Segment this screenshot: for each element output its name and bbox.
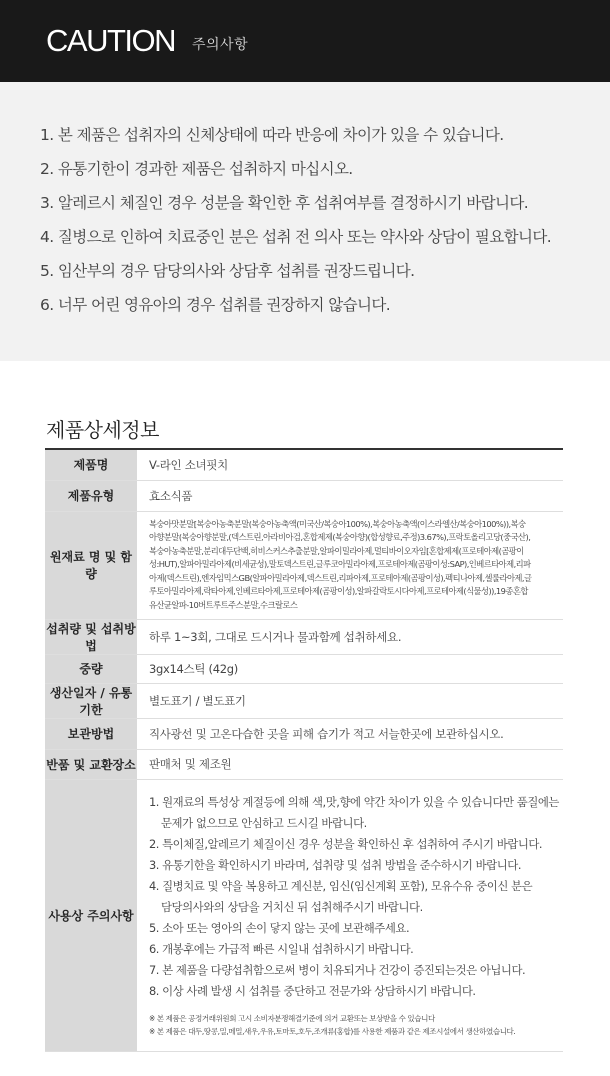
row-label: 보관방법	[45, 718, 137, 749]
ingredients-line: 아향분말(복숭아향분말,(덱스트린,아라비아검,혼합제제(복숭아향)(합성향료,주정)3.67%),프락토올리고당(중국산),	[148, 532, 531, 543]
row-value: 효소식품	[137, 480, 563, 511]
usage-item: 3. 유통기한을 확인하시기 바라며, 섭취량 및 섭취 방법을 준수하시기 바랍니다.	[148, 858, 521, 873]
caution-item: 4. 질병으로 인하여 치료중인 분은 섭취 전 의사 또는 약사와 상담이 필요합니다.	[40, 228, 552, 246]
usage-item: 6. 개봉후에는 가급적 빠른 시일내 섭취하시기 바랍니다.	[148, 942, 414, 957]
ingredients-line: 복숭아맛분말[복숭아농축분말(복숭아농축액(미국산/복숭아100%),복숭아농축액(이스라엘산/복숭아100%)),복숭	[148, 518, 526, 529]
usage-item: 1. 원재료의 특성상 계절등에 의해 색,맛,향에 약간 차이가 있을 수 있습니다만 품질에는	[148, 795, 559, 810]
ingredients-line: 복숭아농축분말,분리대두단백,히비스커스추출분말,알파이밀라아제,멀티바이오자임[혼합제제(프로테아제(곰팡이	[148, 545, 524, 556]
ingredients-value	[137, 511, 563, 619]
caution-item: 2. 유통기한이 경과한 제품은 섭취하지 마십시오.	[40, 160, 353, 178]
table-row	[45, 511, 563, 619]
table-row	[45, 683, 563, 718]
usage-item: 문제가 없으므로 안심하고 드시길 바랍니다.	[160, 816, 367, 831]
row-label: 생산일자 / 유통기한	[45, 683, 137, 718]
caution-list	[40, 123, 551, 327]
table-row	[45, 718, 563, 749]
header-subtitle: 주의사항	[192, 37, 249, 53]
ingredients-line: 유산균알파-10버트루트주스분말,수크랄로스	[148, 600, 298, 611]
row-label: 제품명	[45, 450, 137, 480]
ingredients-line: 아제(덱스트린),엔자임믹스GB(알파아밀라아제,덱스트린,리파아제,프로테아제(곰팡이성),펙티나아제,셀룰라아제,글	[148, 572, 532, 583]
caution-item: 3. 알레르시 체질인 경우 성분을 확인한 후 섭취여부를 결정하시기 바랍니다.	[40, 194, 529, 212]
row-label: 반품 및 교환장소	[45, 749, 137, 779]
usage-item: 4. 질병치료 및 약을 복용하고 계신분, 임신(임신계획 포함), 모유수유 중이신 분은	[148, 879, 533, 894]
row-value: 판매처 및 제조원	[137, 749, 563, 779]
row-value: 하루 1~3회, 그대로 드시거나 물과함께 섭취하세요.	[137, 619, 563, 654]
usage-notes	[149, 1012, 559, 1038]
product-detail-table	[45, 450, 563, 1052]
usage-item: 담당의사와의 상담을 거치신 뒤 섭취해주시기 바랍니다.	[160, 900, 423, 915]
usage-note: ※ 본 제품은 공정거래위원회 고시 소비자분쟁해결기준에 의거 교환또는 보상받을 수 있습니다	[148, 1014, 435, 1024]
usage-item: 5. 소아 또는 영아의 손이 닿지 않는 곳에 보관해주세요.	[148, 921, 410, 936]
row-label: 섭취량 및 섭취방법	[45, 619, 137, 654]
row-value: 별도표기 / 별도표기	[137, 683, 563, 718]
table-row	[45, 480, 563, 511]
header-title: CAUTION	[46, 23, 175, 58]
ingredients-line: 성:HUT),알파아밀라아제(비세균성),말토덱스트린,글루코아밀라아제,프로테아제(곰팡이성:SAP),인베르타아제,리파	[148, 559, 531, 570]
usage-item: 2. 특이체질,알레르기 체질이신 경우 성분을 확인하신 후 섭취하여 주시기 바랍니다.	[148, 837, 543, 852]
caution-header	[0, 0, 610, 82]
ingredients-line: 루토아밀라아제,락타아제,인베르타아제,프로테아제(곰팡이성),알파갈락토시다아제,프로테아제(식물성)),19종혼합	[148, 586, 528, 597]
table-row	[45, 450, 563, 480]
row-value: 직사광선 및 고온다습한 곳을 피해 습기가 적고 서늘한곳에 보관하십시오.	[137, 718, 563, 749]
caution-item: 5. 임산부의 경우 담당의사와 상담후 섭취를 권장드립니다.	[40, 262, 415, 280]
table-row	[45, 749, 563, 779]
table-row	[45, 654, 563, 683]
usage-note: ※ 본 제품은 대두,땅콩,밀,메밀,새우,우유,토마토,호두,조개류(홍합)를 사용한 제품과 같은 제조시설에서 생산하였습니다.	[148, 1027, 516, 1037]
row-value: V-라인 소녀핏치	[137, 450, 563, 480]
row-label: 원재료 명 및 함량	[45, 511, 137, 619]
detail-section-title: 제품상세정보	[46, 418, 159, 442]
row-label: 중량	[45, 654, 137, 683]
row-label: 제품유형	[45, 480, 137, 511]
caution-box	[0, 82, 610, 361]
table-row	[45, 779, 563, 1051]
caution-item: 1. 본 제품은 섭취자의 신체상태에 따라 반응에 차이가 있을 수 있습니다.	[40, 126, 504, 144]
usage-value	[137, 779, 563, 1051]
table-row	[45, 619, 563, 654]
row-label: 사용상 주의사항	[45, 779, 137, 1051]
usage-item: 8. 이상 사례 발생 시 섭취를 중단하고 전문가와 상담하시기 바랍니다.	[148, 984, 476, 999]
usage-item: 7. 본 제품을 다량섭취함으로써 병이 치유되거나 건강이 증진되는것은 아닙니다.	[148, 963, 526, 978]
row-value: 3gx14스틱 (42g)	[137, 654, 563, 683]
caution-item: 6. 너무 어린 영유아의 경우 섭취를 권장하지 않습니다.	[40, 296, 391, 314]
